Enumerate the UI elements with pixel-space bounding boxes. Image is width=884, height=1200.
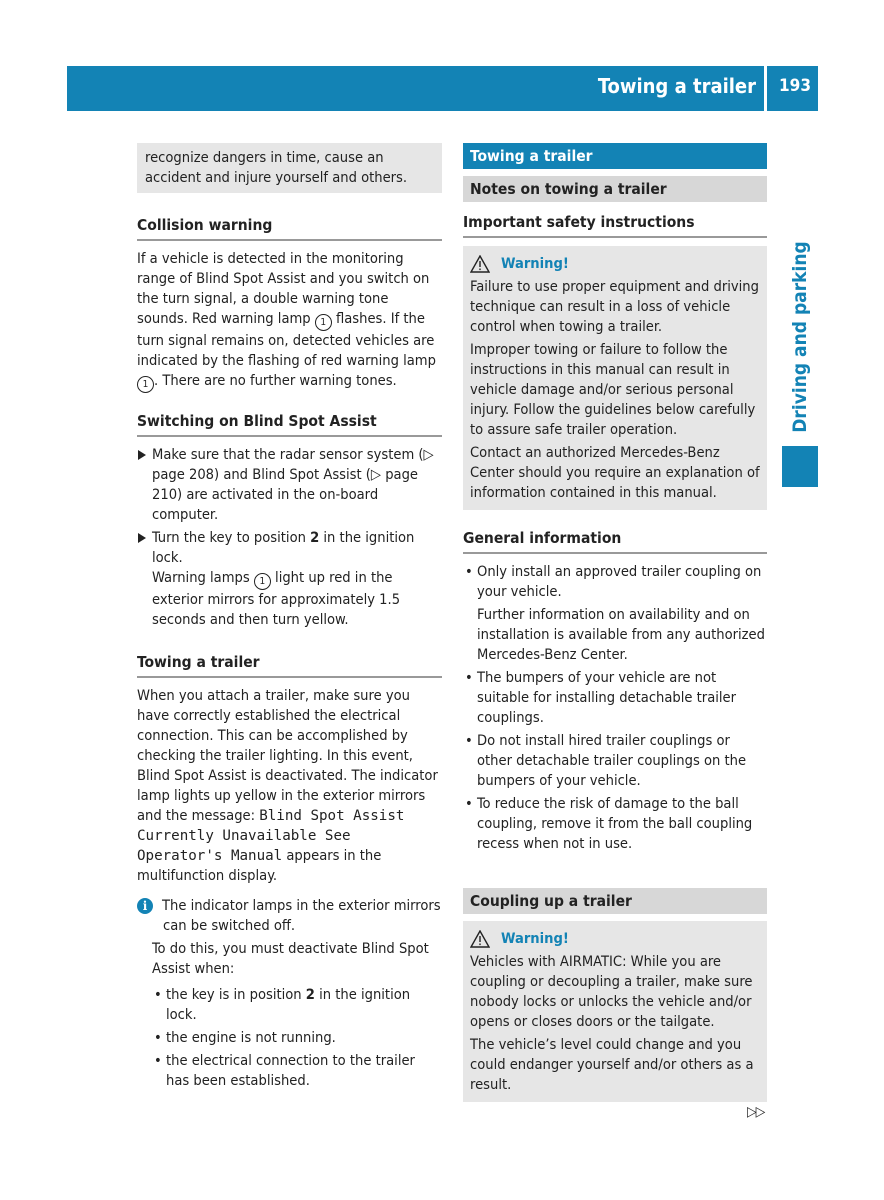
warning-lamp-marker: 1	[137, 376, 154, 393]
switching-on-heading: Switching on Blind Spot Assist	[137, 411, 442, 437]
list-item: • the engine is not running.	[154, 1029, 336, 1046]
bullet-icon: •	[154, 1052, 162, 1069]
instruction-step: Turn the key to position 2 in the ignition lock. Warning lamps 1 light up red in the exterior mirrors for approximately 1.5 seconds and then turn yellow.	[137, 528, 442, 630]
warning-text: The vehicle’s level could change and you could endanger yourself and/or others as a result.	[470, 1036, 754, 1093]
warning-box	[463, 921, 767, 1102]
bullet-icon: •	[465, 669, 473, 686]
list-item: • The bumpers of your vehicle are not suitable for installing detachable trailer couplings.	[465, 669, 737, 726]
subsection-bar: Notes on towing a trailer	[463, 176, 767, 202]
instruction-step: Make sure that the radar sensor system (▷ page 208) and Blind Spot Assist (▷ page 210) are activated in the on-board computer.	[137, 445, 442, 525]
warning-triangle-icon	[470, 255, 490, 273]
warning-lamp-marker: 1	[254, 573, 271, 590]
chapter-side-tab	[782, 235, 818, 439]
warning-heading: Warning!	[470, 929, 760, 949]
continued-arrow-icon: ▷▷	[747, 1104, 765, 1120]
collision-warning-heading: Collision warning	[137, 215, 442, 241]
warning-box	[463, 246, 767, 510]
header-title: Towing a trailer	[597, 74, 756, 98]
bullet-icon: •	[465, 795, 473, 812]
bullet-icon: •	[465, 563, 473, 580]
continued-warning-box	[137, 143, 442, 193]
towing-trailer-heading-left: Towing a trailer	[137, 652, 442, 678]
page-number: 193	[779, 76, 811, 96]
warning-text: Improper towing or failure to follow the instructions in this manual can result in vehicle damage and/or serious personal injury. Follow the guidelines below carefully to assure safe trailer operation.	[470, 341, 756, 438]
warning-text: Failure to use proper equipment and driving technique can result in a loss of vehicle control when towing a trailer.	[470, 278, 759, 335]
coupling-up-bar: Coupling up a trailer	[463, 888, 767, 914]
section-title-bar: Towing a trailer	[463, 143, 767, 169]
info-icon: i	[137, 898, 153, 914]
bullet-icon: •	[154, 986, 162, 1003]
left-column	[137, 143, 442, 1094]
display-message: Blind Spot Assist Currently Unavailable See Operator's Manual	[137, 808, 405, 864]
warning-text: Vehicles with AIRMATIC: While you are coupling or decoupling a trailer, make sure nobody locks or unlocks the vehicle and/or opens or closes doors or the tailgate.	[470, 953, 753, 1030]
list-item: • the key is in position 2 in the ignition lock.	[154, 986, 411, 1023]
warning-heading: Warning!	[470, 254, 760, 274]
list-item: • the electrical connection to the trailer has been established.	[154, 1052, 415, 1089]
header-divider	[764, 66, 767, 111]
page-header	[67, 66, 818, 111]
list-item: • To reduce the risk of damage to the ball coupling, remove it from the ball coupling recess when not in use.	[465, 795, 753, 852]
chapter-marker-block	[782, 446, 818, 487]
chapter-side-label: Driving and parking	[789, 241, 811, 433]
bullet-icon: •	[465, 732, 473, 749]
step-arrow-icon	[138, 533, 146, 543]
bullet-icon: •	[154, 1029, 162, 1046]
list-item: • Only install an approved trailer coupling on your vehicle. Further information on availability and on installation is available from any authorized Mercedes-Benz Center.	[465, 563, 765, 663]
list-item: • Do not install hired trailer couplings or other detachable trailer couplings on the bumpers of your vehicle.	[465, 732, 747, 789]
right-column	[463, 143, 767, 1102]
warning-triangle-icon	[470, 930, 490, 948]
general-information-heading: General information	[463, 528, 767, 554]
towing-trailer-text: When you attach a trailer, make sure you have correctly established the electrical connection. This can be accomplished by checking the trailer lighting. In this event, Blind Spot Assist is deactivated. The indicator lamp lights up yellow in the exterior mirrors and the message: Blind Spot Assist Currently Unavailable See Operator's Manual appears in the multifunction display.	[137, 687, 438, 884]
safety-instructions-heading: Important safety instructions	[463, 212, 767, 238]
step-arrow-icon	[138, 450, 146, 460]
warning-lamp-marker: 1	[315, 314, 332, 331]
collision-warning-text: If a vehicle is detected in the monitoring range of Blind Spot Assist and you switch on the turn signal, a double warning tone sounds. Red warning lamp 1 flashes. If the turn signal remains on, detected vehicles are indicated by the flashing of red warning lamp 1 . There are no further warning tones.	[137, 249, 442, 393]
info-note: i The indicator lamps in the exterior mirrors can be switched off. To do this, you must deactivate Blind Spot Assist when: • the key is in position 2 in the ignition lock. • the engine is not running. • the electrical connection to the trailer has been established.	[137, 896, 442, 1091]
warning-text: Contact an authorized Mercedes-Benz Center should you require an explanation of information contained in this manual.	[470, 444, 760, 501]
continued-warning-text: recognize dangers in time, cause an accident and injure yourself and others.	[145, 149, 408, 186]
